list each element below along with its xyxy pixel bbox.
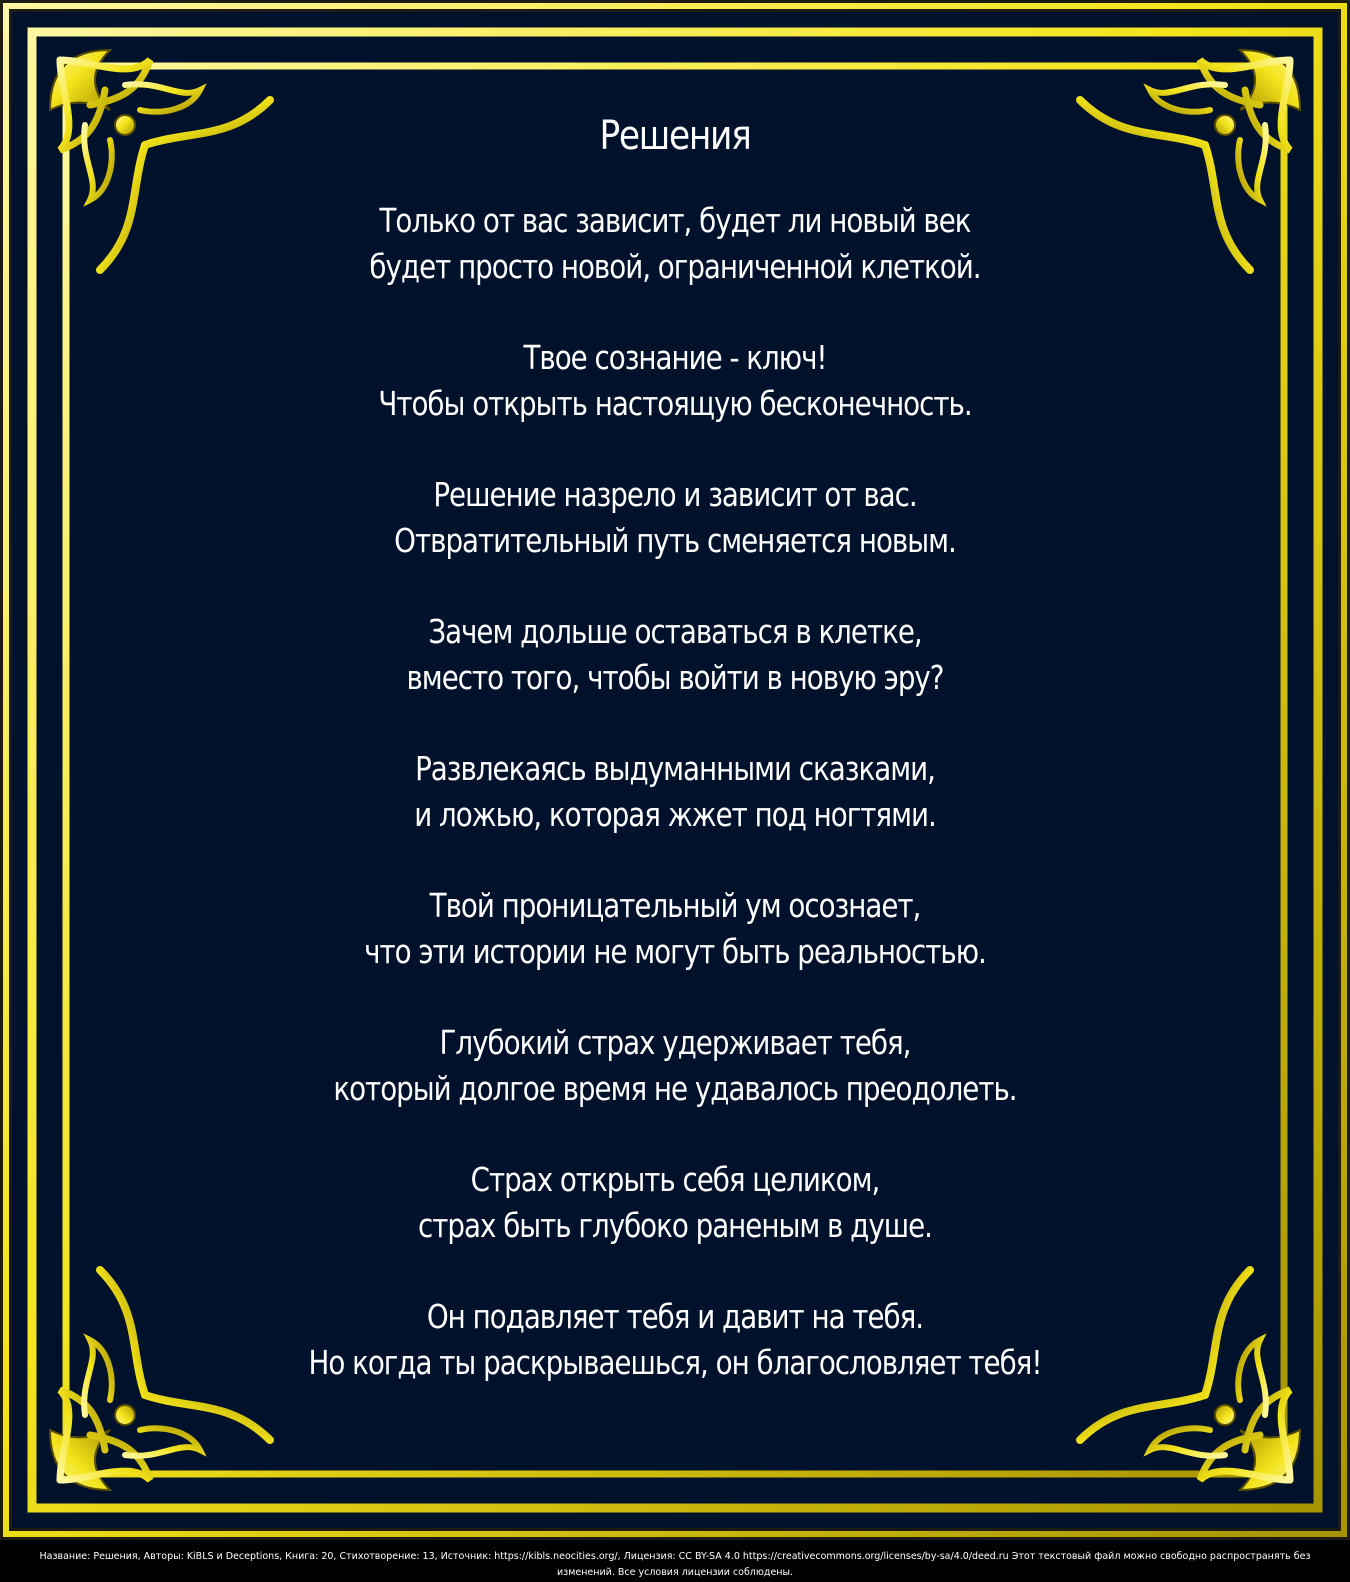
poem-line: Зачем дольше оставаться в клетке,	[428, 612, 922, 651]
stanza	[0, 609, 1350, 701]
footer-line: Название: Решения, Авторы: KiBLS и Deceptions, Книга: 20, Стихотворение: 13, Источник: https://kibls.neocities.org/, Лицензия: CC BY-SA 4.0 https://creativecommons.org/licenses/by-sa/4.0/deed.ru Этот текстовый файл можно свободно распространять без	[39, 1551, 1311, 1562]
footer-line: изменений. Все условия лицензии соблюдены.	[556, 1567, 794, 1578]
poem-line: Твой проницательный ум осознает,	[429, 886, 921, 925]
poem	[0, 104, 1350, 1431]
stanza	[0, 1020, 1350, 1112]
poem-line: что эти истории не могут быть реальностью.	[364, 932, 986, 971]
poem-line: Решение назрело и зависит от вас.	[433, 475, 917, 514]
stanza	[0, 198, 1350, 290]
stanza	[0, 335, 1350, 427]
poem-line: Он подавляет тебя и давит на тебя.	[426, 1297, 924, 1336]
stanza	[0, 746, 1350, 838]
poem-line: страх быть глубоко раненым в душе.	[418, 1206, 932, 1245]
poem-title: Решения	[599, 113, 751, 159]
poem-line: и ложью, которая жжет под ногтями.	[414, 795, 936, 834]
poem-line: Страх открыть себя целиком,	[470, 1160, 880, 1199]
license-footer	[0, 1549, 1350, 1581]
poem-line: который долгое время не удавалось преодолеть.	[333, 1069, 1017, 1108]
stanza	[0, 472, 1350, 564]
poem-line: вместо того, чтобы войти в новую эру?	[406, 658, 944, 697]
stanza	[0, 1157, 1350, 1249]
stanza	[0, 883, 1350, 975]
poem-line: Только от вас зависит, будет ли новый век	[379, 201, 971, 240]
poem-line: Отвратительный путь сменяется новым.	[394, 521, 956, 560]
poem-line: Чтобы открыть настоящую бесконечность.	[378, 384, 972, 423]
poem-line: Но когда ты раскрываешься, он благословляет тебя!	[308, 1343, 1042, 1382]
stanza	[0, 1294, 1350, 1386]
poem-line: Развлекаясь выдуманными сказками,	[415, 749, 935, 788]
poem-line: Твое сознание - ключ!	[523, 338, 827, 377]
poem-line: Глубокий страх удерживает тебя,	[439, 1023, 911, 1062]
poem-line: будет просто новой, ограниченной клеткой.	[369, 247, 981, 286]
